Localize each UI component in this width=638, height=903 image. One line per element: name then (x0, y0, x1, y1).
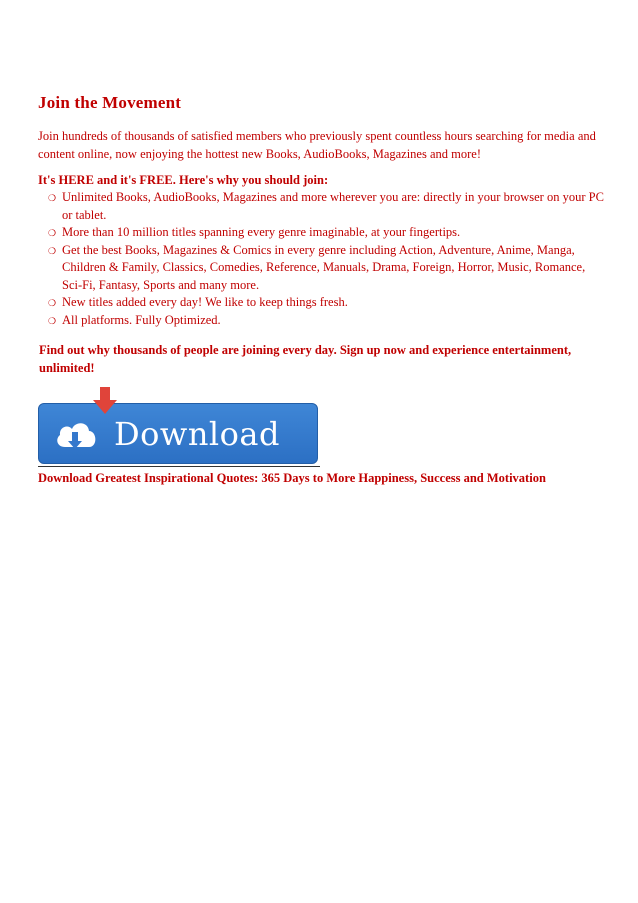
call-to-action: Find out why thousands of people are joining every day. Sign up now and experience entertainment, unlimited! (39, 343, 572, 375)
benefits-list (38, 189, 606, 329)
download-button[interactable] (38, 403, 318, 464)
promo-content (38, 92, 606, 377)
benefit-item (48, 224, 606, 242)
benefit-item (48, 294, 606, 312)
benefit-item (48, 312, 606, 330)
cloud-download-icon (53, 417, 99, 455)
book-title-link[interactable]: Download Greatest Inspirational Quotes: 365 Days to More Happiness, Success and Motivation (38, 471, 546, 485)
benefit-item (48, 242, 606, 295)
benefits-heading: It's HERE and it's FREE. Here's why you should join: (38, 173, 329, 187)
intro-paragraph: Join hundreds of thousands of satisfied members who previously spent countless hours searching for media and content online, now enjoying the hottest new Books, AudioBooks, Magazines and more! (38, 129, 596, 161)
download-button-label: Download (114, 415, 280, 453)
benefit-item (48, 189, 606, 224)
benefit-text: All platforms. Fully Optimized. (62, 312, 221, 327)
bullet-icon: ❍ (48, 315, 57, 326)
download-area (38, 387, 320, 467)
benefit-text: More than 10 million titles spanning every genre imaginable, at your fingertips. (62, 225, 461, 239)
bullet-icon: ❍ (48, 245, 57, 256)
benefit-text: New titles added every day! We like to keep things fresh. (62, 295, 348, 309)
page-heading: Join the Movement (38, 93, 182, 112)
benefit-text: Get the best Books, Magazines & Comics in every genre including Action, Adventure, Anime, Manga, Children & Family, Classics, Comedies, Reference, Manuals, Drama, Foreign, Horror, Music, Romance, Sci-Fi, Fantasy, Sports and many more. (62, 242, 586, 292)
divider (38, 466, 320, 467)
bullet-icon: ❍ (48, 228, 57, 238)
arrow-down-icon (91, 387, 119, 415)
bullet-icon: ❍ (48, 298, 57, 308)
bullet-icon: ❍ (48, 193, 57, 203)
benefit-text: Unlimited Books, AudioBooks, Magazines and more wherever you are: directly in your browser on your PC or tablet. (62, 190, 604, 222)
